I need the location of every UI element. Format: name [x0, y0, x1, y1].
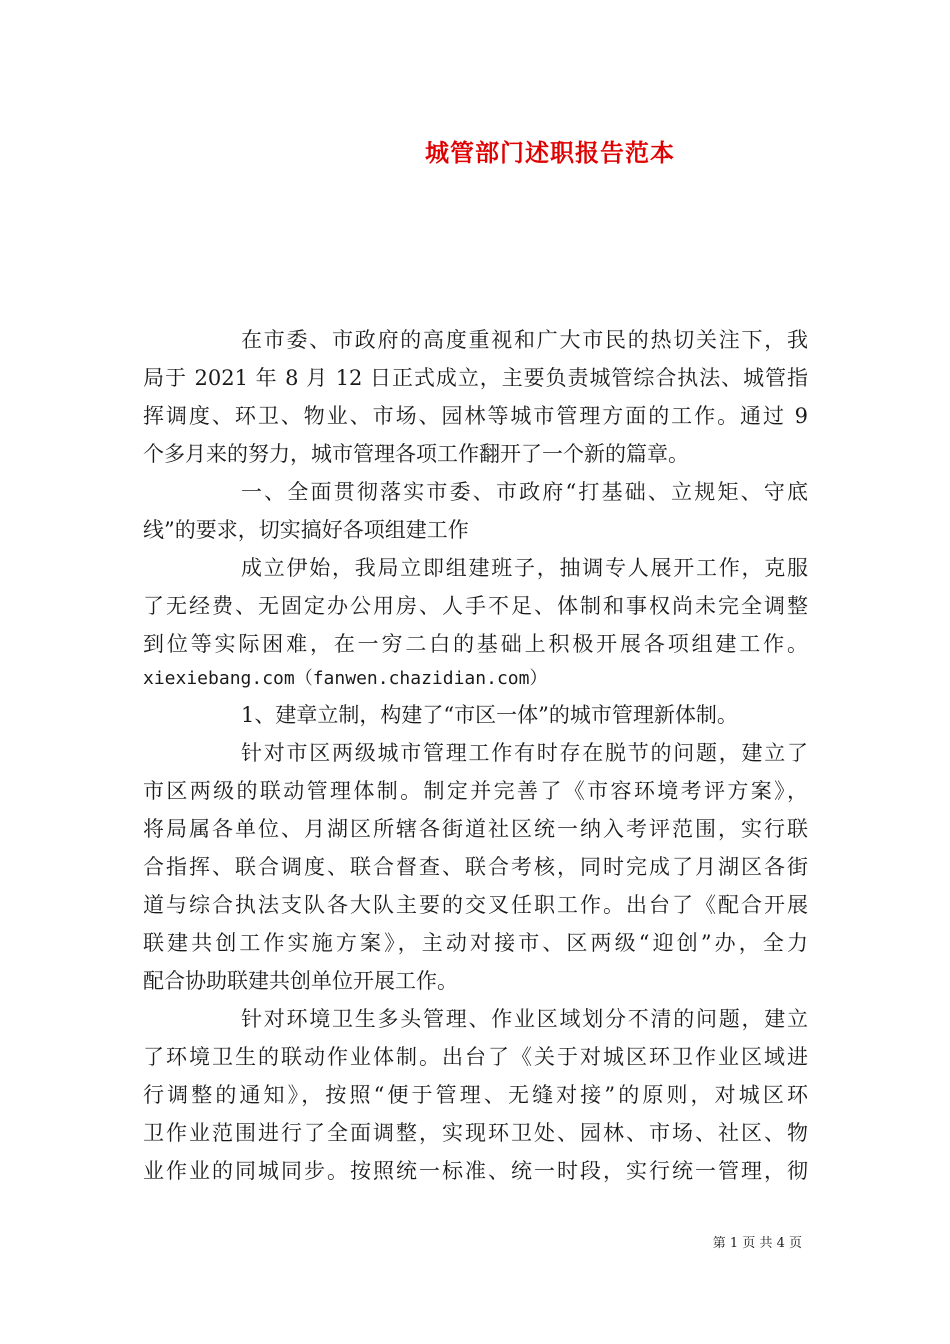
paragraph-line: 市区两级的联动管理体制。制定并完善了《市容环境考评方案》，	[143, 779, 808, 803]
paragraph-line: 将局属各单位、月湖区所辖各街道社区统一纳入考评范围，实行联	[143, 817, 808, 841]
document-title: 城管部门述职报告范本	[425, 138, 675, 167]
paragraph-line: 业作业的同城同步。按照统一标准、统一时段，实行统一管理，彻	[143, 1159, 808, 1183]
subheading-line: 1、建章立制，构建了“市区一体”的城市管理新体制。	[241, 703, 738, 727]
paragraph-line: 了环境卫生的联动作业体制。出台了《关于对城区环卫作业区域进	[143, 1045, 808, 1069]
paragraph-line: 行调整的通知》，按照“便于管理、无缝对接”的原则，对城区环	[143, 1083, 808, 1107]
paragraph-line: 针对环境卫生多头管理、作业区域划分不清的问题，建立	[241, 1007, 808, 1031]
paragraph-line: 到位等实际困难，在一穷二白的基础上积极开展各项组建工作。	[143, 632, 808, 656]
section-heading-line: 线”的要求，切实搞好各项组建工作	[143, 518, 469, 542]
paragraph-line: 道与综合执法支队各大队主要的交叉任职工作。出台了《配合开展	[143, 893, 808, 917]
section-heading-line: 一、全面贯彻落实市委、市政府“打基础、立规矩、守底	[241, 480, 808, 504]
paragraph-line: 联建共创工作实施方案》，主动对接市、区两级“迎创”办，全力	[143, 931, 808, 955]
paragraph-line: 成立伊始，我局立即组建班子，抽调专人展开工作，克服	[241, 556, 808, 580]
paragraph-line: 个多月来的努力，城市管理各项工作翻开了一个新的篇章。	[143, 442, 689, 466]
page-number-footer: 第 1 页 共 4 页	[712, 1236, 802, 1251]
paragraph-line: 挥调度、环卫、物业、市场、园林等城市管理方面的工作。通过 9	[143, 404, 808, 428]
paragraph-line: 了无经费、无固定办公用房、人手不足、体制和事权尚未完全调整	[143, 594, 808, 618]
paragraph-line: 卫作业范围进行了全面调整，实现环卫处、园林、市场、社区、物	[143, 1121, 808, 1145]
paragraph-line: 局于 2021 年 8 月 12 日正式成立，主要负责城管综合执法、城管指	[143, 366, 808, 390]
watermark-url-line: xiexiebang.com（fanwen.chazidian.com）	[143, 668, 548, 689]
paragraph-line: 配合协助联建共创单位开展工作。	[143, 969, 458, 993]
paragraph-line: 在市委、市政府的高度重视和广大市民的热切关注下，我	[241, 328, 808, 352]
paragraph-line: 合指挥、联合调度、联合督查、联合考核，同时完成了月湖区各街	[143, 855, 808, 879]
paragraph-line: 针对市区两级城市管理工作有时存在脱节的问题，建立了	[241, 741, 808, 765]
